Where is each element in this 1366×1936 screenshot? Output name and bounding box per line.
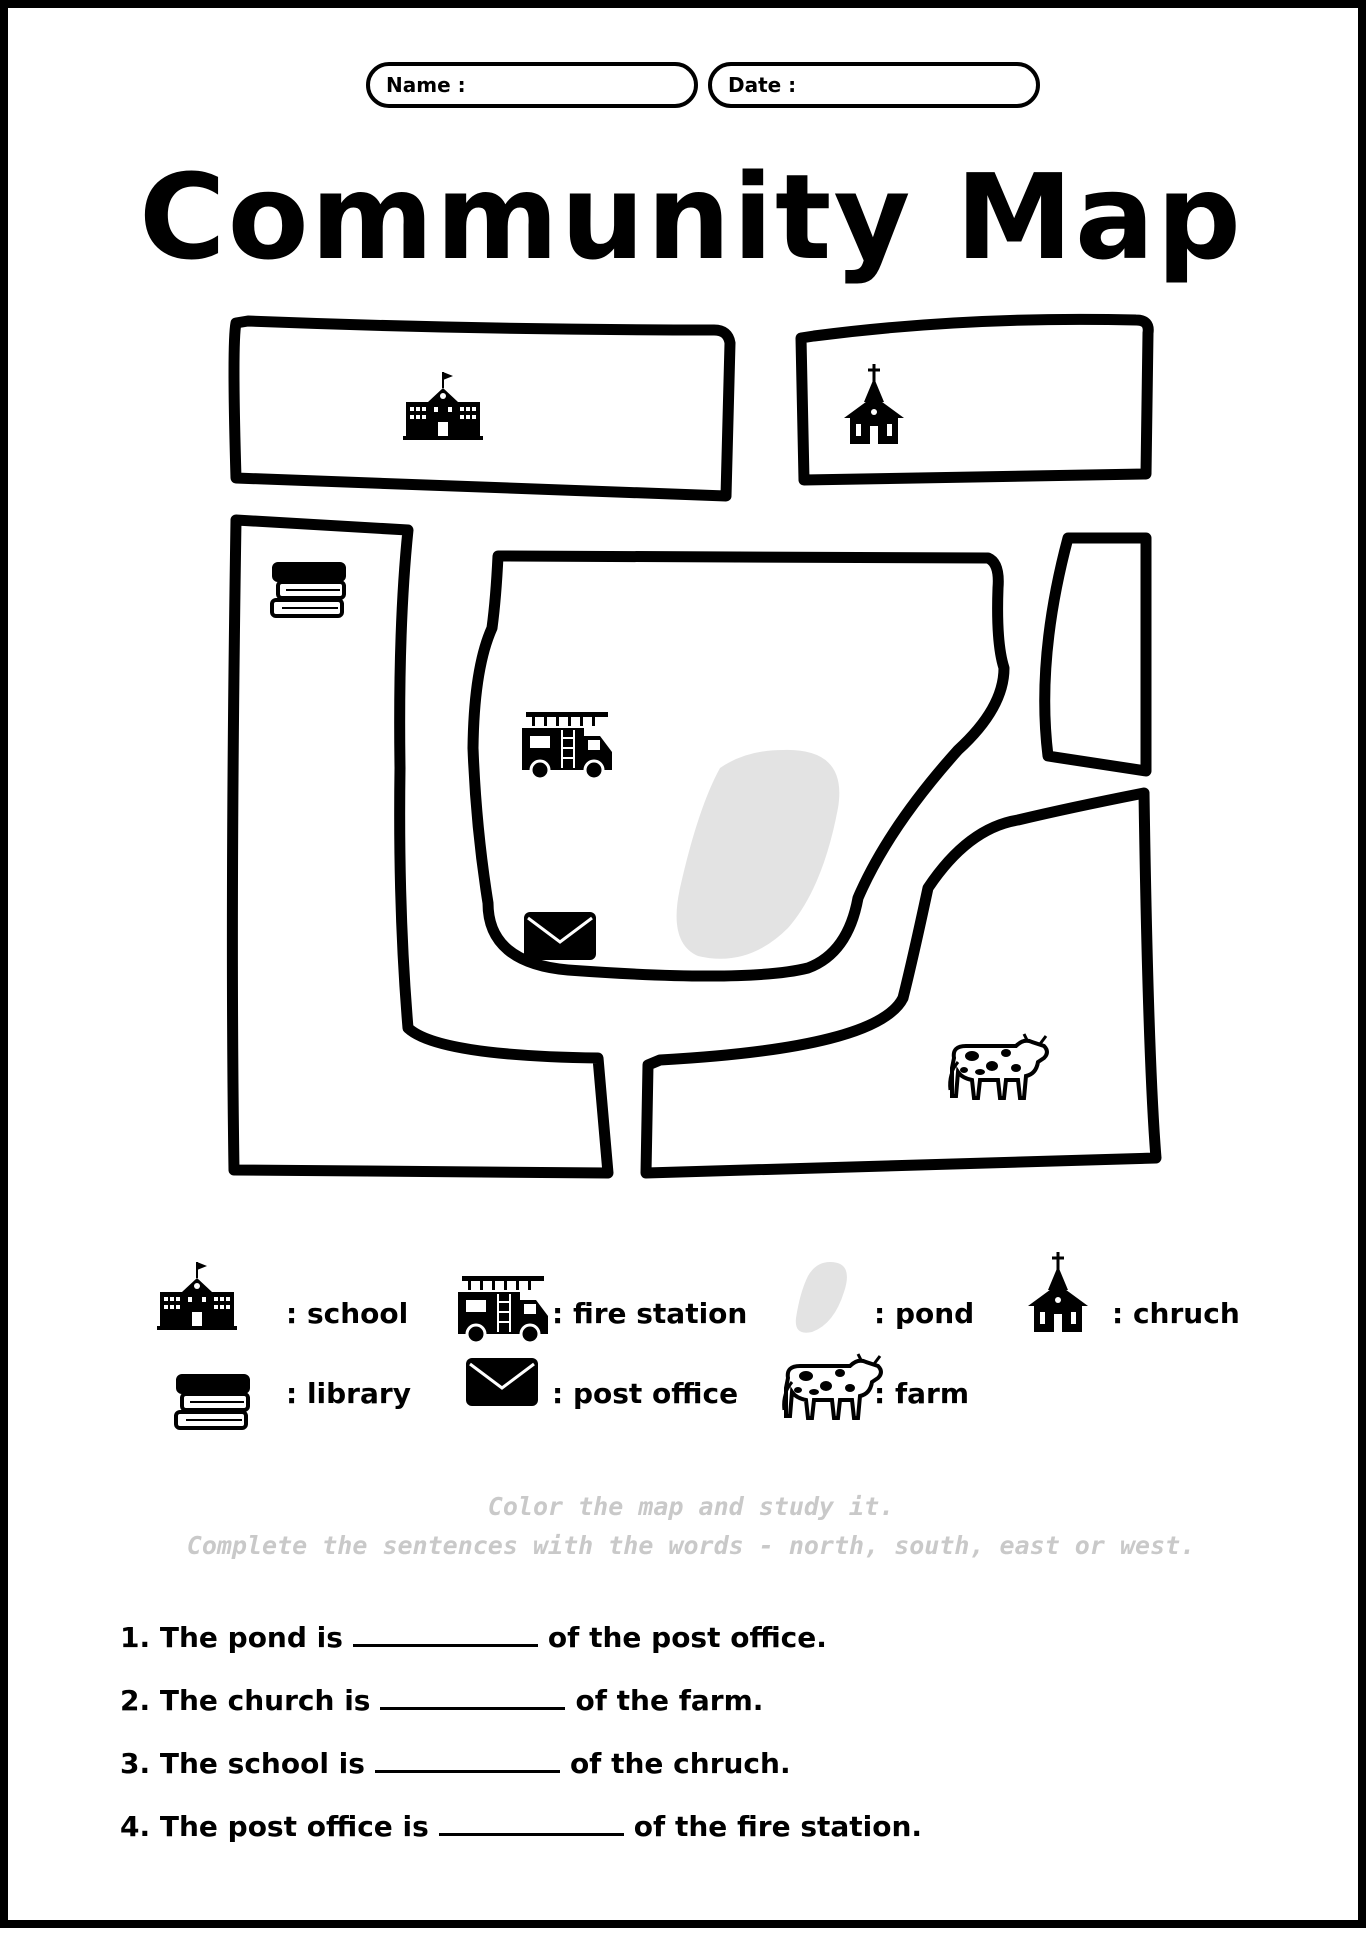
answer-blank[interactable] bbox=[375, 1746, 560, 1773]
map-library-icon bbox=[272, 564, 344, 616]
question-text-before: The school is bbox=[159, 1747, 365, 1780]
legend-post-office-icon bbox=[466, 1358, 538, 1406]
legend-farm-icon bbox=[784, 1354, 881, 1418]
question-2 bbox=[120, 1683, 763, 1717]
block-right bbox=[1045, 538, 1146, 771]
question-3 bbox=[120, 1746, 791, 1780]
legend-label-post-office: : post office bbox=[552, 1377, 739, 1410]
question-text-after: of the chruch. bbox=[569, 1747, 791, 1780]
legend-label-church: : chruch bbox=[1112, 1297, 1240, 1330]
map-church-icon bbox=[844, 364, 904, 444]
answer-blank[interactable] bbox=[353, 1620, 538, 1647]
question-number: 1. bbox=[120, 1621, 151, 1654]
map-post-office-icon bbox=[524, 912, 596, 960]
question-text-before: The post office is bbox=[159, 1810, 429, 1843]
question-text-after: of the farm. bbox=[575, 1684, 764, 1717]
legend-label-farm: : farm bbox=[874, 1377, 970, 1410]
legend-library-icon bbox=[176, 1376, 248, 1428]
instruction-line-2: Complete the sentences with the words - north, south, east or west. bbox=[186, 1531, 1196, 1560]
map-farm-icon bbox=[950, 1034, 1047, 1098]
legend-label-library: : library bbox=[286, 1377, 411, 1410]
map-school-icon bbox=[403, 372, 483, 440]
question-text-after: of the post office. bbox=[547, 1621, 827, 1654]
answer-blank[interactable] bbox=[439, 1809, 624, 1836]
map-pond-icon bbox=[677, 750, 840, 959]
date-label: Date : bbox=[728, 73, 797, 97]
question-number: 2. bbox=[120, 1684, 151, 1717]
legend-school-icon bbox=[157, 1262, 237, 1330]
question-1 bbox=[120, 1620, 827, 1654]
page-title: Community Map bbox=[139, 148, 1243, 286]
instruction-line-1: Color the map and study it. bbox=[487, 1492, 895, 1521]
legend-label-pond: : pond bbox=[874, 1297, 975, 1330]
answer-blank[interactable] bbox=[380, 1683, 565, 1710]
question-4 bbox=[120, 1809, 922, 1843]
question-number: 3. bbox=[120, 1747, 151, 1780]
legend-pond-icon bbox=[796, 1262, 847, 1333]
question-number: 4. bbox=[120, 1810, 151, 1843]
legend-label-school: : school bbox=[286, 1297, 409, 1330]
question-text-before: The pond is bbox=[159, 1621, 343, 1654]
block-church bbox=[801, 319, 1148, 480]
map-fire-station-icon bbox=[522, 712, 612, 779]
question-text-before: The church is bbox=[159, 1684, 371, 1717]
legend-label-fire-station: : fire station bbox=[552, 1297, 748, 1330]
question-text-after: of the fire station. bbox=[633, 1810, 923, 1843]
legend-fire-station-icon bbox=[458, 1276, 548, 1343]
block-school bbox=[234, 321, 730, 496]
legend-church-icon bbox=[1028, 1252, 1088, 1332]
name-label: Name : bbox=[386, 73, 466, 97]
